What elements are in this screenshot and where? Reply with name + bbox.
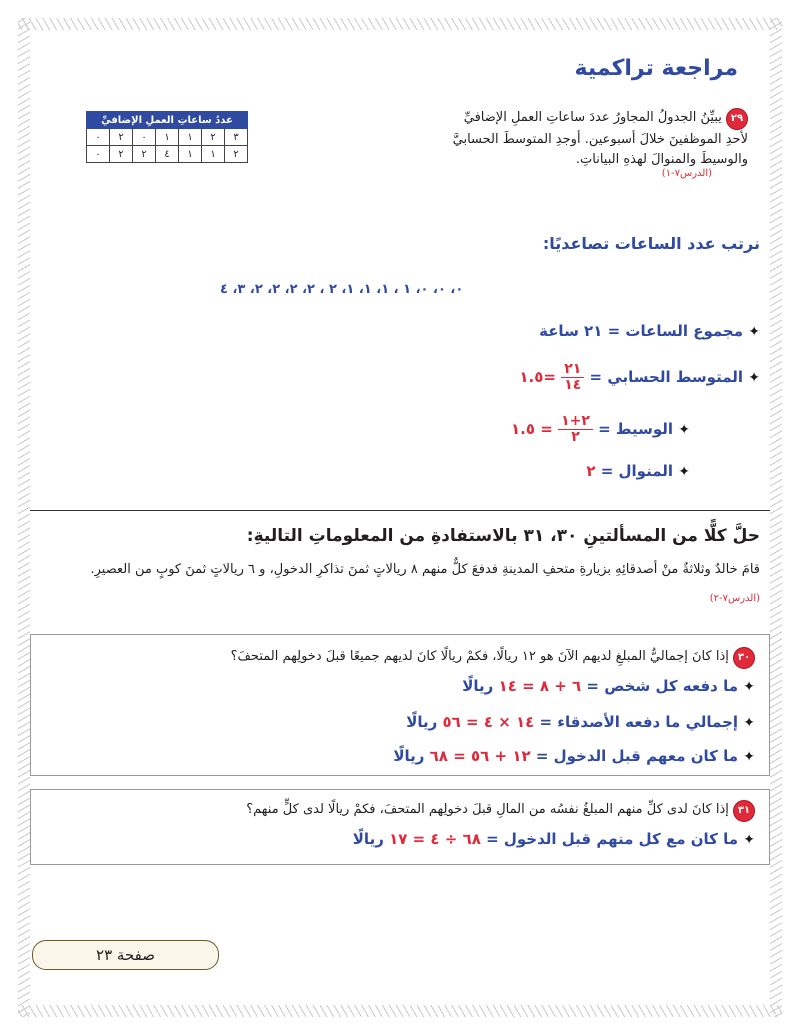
sum-value: ٢١ ساعة — [539, 322, 603, 340]
answer-label: ما كان مع كل منهم قبل الدخول = — [480, 830, 739, 848]
answer-label: إجمالي ما دفعه الأصدقاء = — [534, 713, 739, 731]
solve-header: حلَّ كلًّا من المسألتينِ ٣٠، ٣١ بالاستفادةِ من المعلوماتِ التاليةِ: — [246, 526, 760, 546]
table-cell: ١ — [156, 129, 179, 146]
diamond-bullet-icon: ✦ — [743, 832, 755, 848]
question-30 — [231, 647, 755, 669]
sum-line — [539, 322, 760, 340]
sorted-sequence: ٠، ٠، ٠، ١ ، ١، ١، ١، ٢ ، ٢، ٢، ٢، ٢، ٣، ٤ — [220, 282, 464, 297]
question-31-text: إذا كانَ لدى كلِّ منهم المبلغُ نفسُه من المالِ قبلَ دخولِهم المتحفَ، فكمْ ريالًا لدى كلٍّ منهم؟ — [246, 802, 729, 817]
page-border-right — [770, 18, 782, 1017]
answer-line — [393, 747, 755, 765]
diamond-bullet-icon: ✦ — [748, 370, 760, 386]
section-divider — [30, 510, 770, 511]
table-cell: ١ — [179, 146, 202, 163]
mean-line — [519, 362, 760, 393]
table-row — [87, 129, 248, 146]
table-cell: ١ — [179, 129, 202, 146]
answer-unit: ريالًا — [406, 713, 443, 731]
table-cell: ٢ — [110, 146, 133, 163]
median-fraction — [558, 414, 593, 445]
page-border-left — [18, 18, 30, 1017]
table-header: عددُ ساعاتِ العملِ الإضافيِّ — [87, 112, 248, 129]
answer-label: ما كان معهم قبل الدخول = — [530, 747, 739, 765]
table-cell: ٢ — [110, 129, 133, 146]
overtime-hours-table — [86, 111, 248, 163]
answer-expression: ٦ + ٨ = ١٤ — [498, 677, 582, 695]
table-cell: ٠ — [133, 129, 156, 146]
table-cell: ٠ — [87, 129, 110, 146]
table-cell: ٢ — [225, 146, 248, 163]
page-number-tag: صفحة ٢٣ — [32, 940, 219, 970]
question-number-badge: ٢٩ — [726, 108, 748, 130]
diamond-bullet-icon: ✦ — [743, 715, 755, 731]
answer-expression: ٦٨ ÷ ٤ = ١٧ — [389, 830, 481, 848]
answer-line — [406, 713, 755, 731]
fraction-numerator: ٢+١ — [558, 414, 593, 430]
answer-label: ما دفعه كل شخص = — [581, 677, 739, 695]
table-cell: ٢ — [133, 146, 156, 163]
median-result: = ١.٥ — [511, 420, 553, 438]
page-border-top — [18, 18, 782, 30]
mode-line — [586, 462, 690, 480]
diamond-bullet-icon: ✦ — [678, 422, 690, 438]
lesson-reference: (الدرس٧-٢) — [709, 593, 760, 604]
ordering-title: نرتب عدد الساعات تصاعديًا: — [542, 234, 760, 253]
answer-line — [462, 677, 755, 695]
fraction-denominator: ١٤ — [564, 377, 582, 393]
table-cell: ٣ — [225, 129, 248, 146]
mean-result: =١.٥ — [519, 368, 556, 386]
sum-label: مجموع الساعات = — [602, 322, 744, 340]
diamond-bullet-icon: ✦ — [748, 324, 760, 340]
context-paragraph — [40, 556, 760, 613]
answer-unit: ريالًا — [352, 830, 390, 848]
diamond-bullet-icon: ✦ — [678, 464, 690, 480]
mean-fraction — [561, 362, 584, 393]
question-30-text: إذا كانَ إجماليُّ المبلغِ لديهم الآنَ هو ١٢ ريالًا، فكمْ ريالًا كانَ لديهم جميعًا قبلَ دخولِهم المتحفَ؟ — [230, 649, 729, 664]
diamond-bullet-icon: ✦ — [743, 749, 755, 765]
question-29-text: يبيِّنُ الجدولُ المجاورُ عددَ ساعاتِ العملِ الإضافيِّ لأحدِ الموظفينَ خلالَ أسبوعين. أوجدِ المتوسطَ الحسابيَّ والوسيطَ والمنوالَ لهذهِ البياناتِ. — [452, 110, 748, 167]
table-cell: ٤ — [156, 146, 179, 163]
median-label: الوسيط = — [592, 420, 674, 438]
section-title: مراجعة تراكمية — [574, 56, 738, 81]
answer-line — [353, 830, 755, 848]
mode-label: المنوال = — [595, 462, 674, 480]
question-31 — [246, 800, 755, 822]
question-29 — [448, 108, 748, 170]
question-31-box — [30, 789, 770, 865]
diamond-bullet-icon: ✦ — [743, 679, 755, 695]
fraction-numerator: ٢١ — [561, 362, 584, 378]
lesson-reference: (الدرس٧-١) — [661, 168, 712, 179]
page-border-bottom — [18, 1005, 782, 1017]
answer-unit: ريالًا — [393, 747, 430, 765]
answer-expression: ١٢ + ٥٦ = ٦٨ — [429, 747, 531, 765]
table-row — [87, 146, 248, 163]
median-line — [511, 414, 690, 445]
answer-expression: ١٤ × ٤ = ٥٦ — [442, 713, 535, 731]
mode-value: ٢ — [586, 462, 596, 480]
question-number-badge: ٣١ — [733, 800, 755, 822]
question-30-box — [30, 634, 770, 776]
table-cell: ٠ — [87, 146, 110, 163]
fraction-denominator: ٢ — [571, 429, 580, 445]
context-text: قامَ خالدٌ وثلاثةٌ منْ أصدقائِهِ بزيارةِ متحفِ المدينةِ فدفعَ كلٌّ منهم ٨ ريالاتٍ ثمنَ تذاكرِ الدخولِ، و ٦ ريالاتٍ ثمنَ كوبٍ من العصيرِ. — [90, 562, 760, 577]
table-cell: ٢ — [202, 129, 225, 146]
question-number-badge: ٣٠ — [733, 647, 755, 669]
table-cell: ١ — [202, 146, 225, 163]
mean-label: المتوسط الحسابي = — [584, 368, 744, 386]
answer-unit: ريالًا — [462, 677, 499, 695]
